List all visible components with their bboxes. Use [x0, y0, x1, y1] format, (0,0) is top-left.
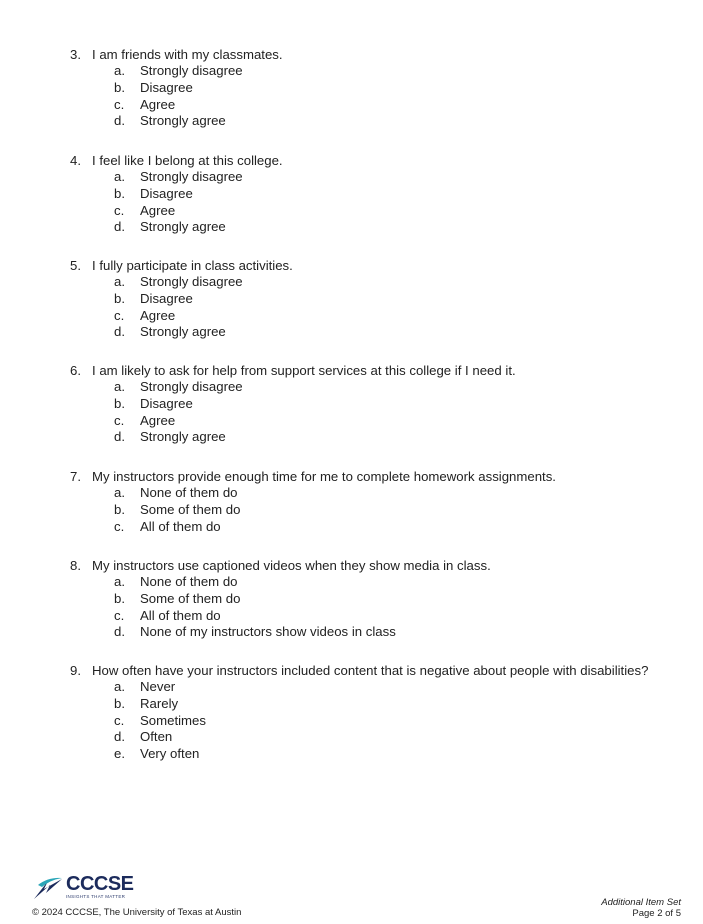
logo-wordmark: CCCSE — [66, 873, 134, 895]
answer-option — [70, 169, 283, 186]
answer-option — [70, 502, 556, 519]
question-text: I am likely to ask for help from support services at this college if I need it. — [92, 363, 516, 378]
question-number: 8. — [70, 558, 81, 573]
question-number: 4. — [70, 153, 81, 168]
question-block — [70, 557, 491, 641]
option-text: Strongly agree — [140, 429, 226, 445]
answer-option — [70, 379, 516, 396]
answer-option — [70, 63, 283, 80]
question-block — [70, 257, 293, 341]
option-text: All of them do — [140, 518, 221, 534]
question-block — [70, 662, 648, 763]
option-text: None of them do — [140, 574, 238, 589]
question-block — [70, 152, 283, 236]
option-text: Strongly disagree — [140, 274, 243, 289]
question-block — [70, 468, 556, 535]
option-text: All of them do — [140, 607, 221, 623]
option-text: Agree — [140, 412, 176, 428]
option-letter: c. — [114, 607, 125, 623]
option-letter: b. — [114, 79, 125, 95]
option-list — [70, 169, 283, 236]
answer-option — [70, 485, 556, 502]
option-list — [70, 574, 491, 641]
option-letter: b. — [114, 395, 125, 411]
answer-option — [70, 186, 283, 203]
option-text: Disagree — [140, 185, 193, 201]
option-letter: b. — [114, 590, 125, 606]
option-letter: d. — [114, 219, 125, 235]
question-heading — [70, 557, 491, 574]
option-text: Very often — [140, 746, 200, 762]
question-block — [70, 46, 283, 130]
option-letter: b. — [114, 290, 125, 306]
option-letter: d. — [114, 324, 125, 340]
option-letter: b. — [114, 185, 125, 201]
answer-option — [70, 274, 293, 291]
option-text: None of my instructors show videos in class — [140, 624, 396, 640]
option-list — [70, 63, 283, 130]
option-letter: a. — [114, 169, 125, 184]
answer-option — [70, 80, 283, 97]
footer-page-info — [601, 897, 681, 919]
option-text: Strongly agree — [140, 113, 226, 129]
answer-option — [70, 713, 648, 730]
question-text: How often have your instructors included content that is negative about people with disabilities? — [92, 663, 649, 678]
option-letter: d. — [114, 729, 125, 745]
answer-option — [70, 519, 556, 536]
question-text: I am friends with my classmates. — [92, 47, 283, 62]
option-letter: c. — [114, 518, 125, 534]
answer-option — [70, 113, 283, 130]
logo-tagline: INSIGHTS THAT MATTER — [66, 894, 126, 899]
option-list — [70, 679, 648, 763]
answer-option — [70, 219, 283, 236]
answer-option — [70, 696, 648, 713]
question-block — [70, 362, 516, 446]
answer-option — [70, 729, 648, 746]
question-heading — [70, 662, 648, 679]
question-heading — [70, 362, 516, 379]
option-letter: e. — [114, 746, 125, 762]
option-letter: a. — [114, 63, 125, 78]
answer-option — [70, 746, 648, 763]
option-text: Strongly disagree — [140, 63, 243, 78]
answer-option — [70, 591, 491, 608]
option-text: Sometimes — [140, 712, 206, 728]
option-text: Strongly disagree — [140, 379, 243, 394]
option-text: Often — [140, 729, 173, 745]
option-text: Some of them do — [140, 501, 241, 517]
question-text: I fully participate in class activities. — [92, 258, 293, 273]
option-letter: c. — [114, 307, 125, 323]
option-list — [70, 379, 516, 446]
question-text: My instructors use captioned videos when they show media in class. — [92, 558, 491, 573]
answer-option — [70, 324, 293, 341]
answer-option — [70, 396, 516, 413]
option-letter: a. — [114, 485, 125, 500]
answer-option — [70, 413, 516, 430]
answer-option — [70, 203, 283, 220]
answer-option — [70, 291, 293, 308]
question-number: 9. — [70, 663, 81, 678]
page-number: Page 2 of 5 — [632, 908, 681, 919]
option-text: Strongly disagree — [140, 169, 243, 184]
option-text: Strongly agree — [140, 324, 226, 340]
option-text: Agree — [140, 202, 176, 218]
option-list — [70, 274, 293, 341]
option-text: Agree — [140, 307, 176, 323]
question-heading — [70, 152, 283, 169]
question-text: My instructors provide enough time for me to complete homework assignments. — [92, 469, 556, 484]
option-text: Some of them do — [140, 590, 241, 606]
option-letter: d. — [114, 624, 125, 640]
option-letter: b. — [114, 695, 125, 711]
option-letter: a. — [114, 274, 125, 289]
option-letter: d. — [114, 113, 125, 129]
answer-option — [70, 308, 293, 325]
option-letter: a. — [114, 379, 125, 394]
option-text: Never — [140, 679, 176, 694]
answer-option — [70, 608, 491, 625]
option-text: Disagree — [140, 395, 193, 411]
answer-option — [70, 429, 516, 446]
logo-swoosh-icon — [32, 875, 64, 901]
option-letter: c. — [114, 412, 125, 428]
option-letter: c. — [114, 96, 125, 112]
option-letter: a. — [114, 574, 125, 589]
option-text: Rarely — [140, 695, 179, 711]
option-letter: a. — [114, 679, 125, 694]
cccse-logo — [32, 873, 142, 903]
question-heading — [70, 46, 283, 63]
question-text: I feel like I belong at this college. — [92, 153, 283, 168]
answer-option — [70, 574, 491, 591]
question-number: 6. — [70, 363, 81, 378]
question-number: 5. — [70, 258, 81, 273]
answer-option — [70, 679, 648, 696]
item-set-label: Additional Item Set — [601, 897, 681, 908]
option-letter: d. — [114, 429, 125, 445]
question-heading — [70, 468, 556, 485]
option-text: Strongly agree — [140, 219, 226, 235]
option-letter: b. — [114, 501, 125, 517]
option-letter: c. — [114, 712, 125, 728]
option-list — [70, 485, 556, 535]
option-text: Agree — [140, 96, 176, 112]
option-text: Disagree — [140, 79, 193, 95]
option-text: Disagree — [140, 290, 193, 306]
copyright-notice: © 2024 CCCSE, The University of Texas at Austin — [32, 907, 242, 918]
question-number: 3. — [70, 47, 81, 62]
option-letter: c. — [114, 202, 125, 218]
question-heading — [70, 257, 293, 274]
option-text: None of them do — [140, 485, 238, 500]
answer-option — [70, 97, 283, 114]
answer-option — [70, 624, 491, 641]
question-number: 7. — [70, 469, 81, 484]
